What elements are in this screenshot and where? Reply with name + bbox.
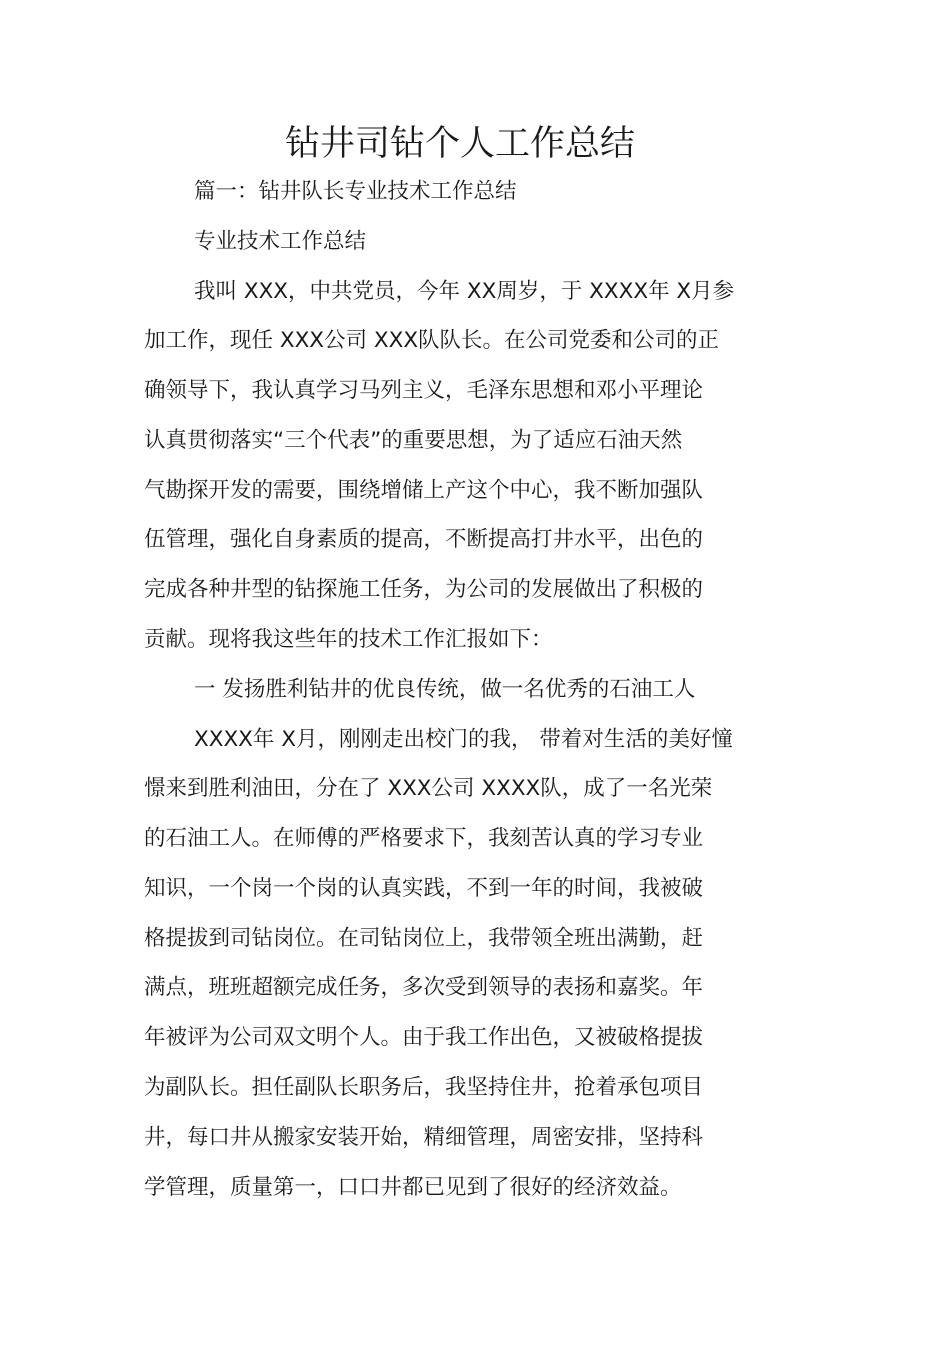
paragraph-line: 满点，班班超额完成任务，多次受到领导的表扬和嘉奖。年: [144, 975, 704, 1000]
document-title: 钻井司钻个人工作总结: [284, 124, 635, 164]
paragraph-line: 的石油工人。在师傅的严格要求下，我刻苦认真的学习专业: [144, 826, 704, 851]
paragraph-line: 为副队长。担任副队长职务后，我坚持住井，抢着承包项目: [144, 1075, 704, 1100]
paragraph-line: 伍管理，强化自身素质的提高，不断提高打井水平，出色的: [144, 527, 704, 552]
paragraph-line: 贡献。现将我这些年的技术工作汇报如下：: [144, 627, 553, 652]
paragraph-line: 我叫 XXX，中共党员，今年 XX周岁，于 XXXX年 X月参: [194, 279, 735, 304]
paragraph-line: 格提拔到司钻岗位。在司钻岗位上，我带领全班出满勤，赶: [144, 926, 704, 951]
section-heading: 篇一：钻井队长专业技术工作总结: [194, 179, 517, 204]
paragraph-line: 知识，一个岗一个岗的认真实践，不到一年的时间，我被破: [144, 876, 704, 901]
paragraph-line: 憬来到胜利油田，分在了 XXX公司 XXXX队，成了一名光荣: [144, 776, 713, 801]
paragraph-line: 完成各种井型的钻探施工任务，为公司的发展做出了积极的: [144, 577, 704, 602]
paragraph-line: 井，每口井从搬家安装开始，精细管理，周密安排，坚持科: [144, 1125, 704, 1150]
paragraph-line: 认真贯彻落实“三个代表”的重要思想，为了适应石油天然: [144, 428, 683, 453]
section-heading: 一 发扬胜利钻井的优良传统，做一名优秀的石油工人: [194, 677, 696, 702]
subheading: 专业技术工作总结: [194, 229, 367, 254]
paragraph-line: 年被评为公司双文明个人。由于我工作出色，又被破格提拔: [144, 1025, 704, 1050]
paragraph-line: 气勘探开发的需要，围绕增储上产这个中心，我不断加强队: [144, 478, 704, 503]
paragraph-line: 学管理，质量第一，口口井都已见到了很好的经济效益。: [144, 1175, 682, 1200]
paragraph-line: 确领导下，我认真学习马列主义，毛泽东思想和邓小平理论: [144, 378, 704, 403]
paragraph-line: 加工作，现任 XXX公司 XXX队队长。在公司党委和公司的正: [144, 328, 720, 353]
paragraph-line: XXXX年 X月，刚刚走出校门的我， 带着对生活的美好憧: [194, 727, 733, 752]
